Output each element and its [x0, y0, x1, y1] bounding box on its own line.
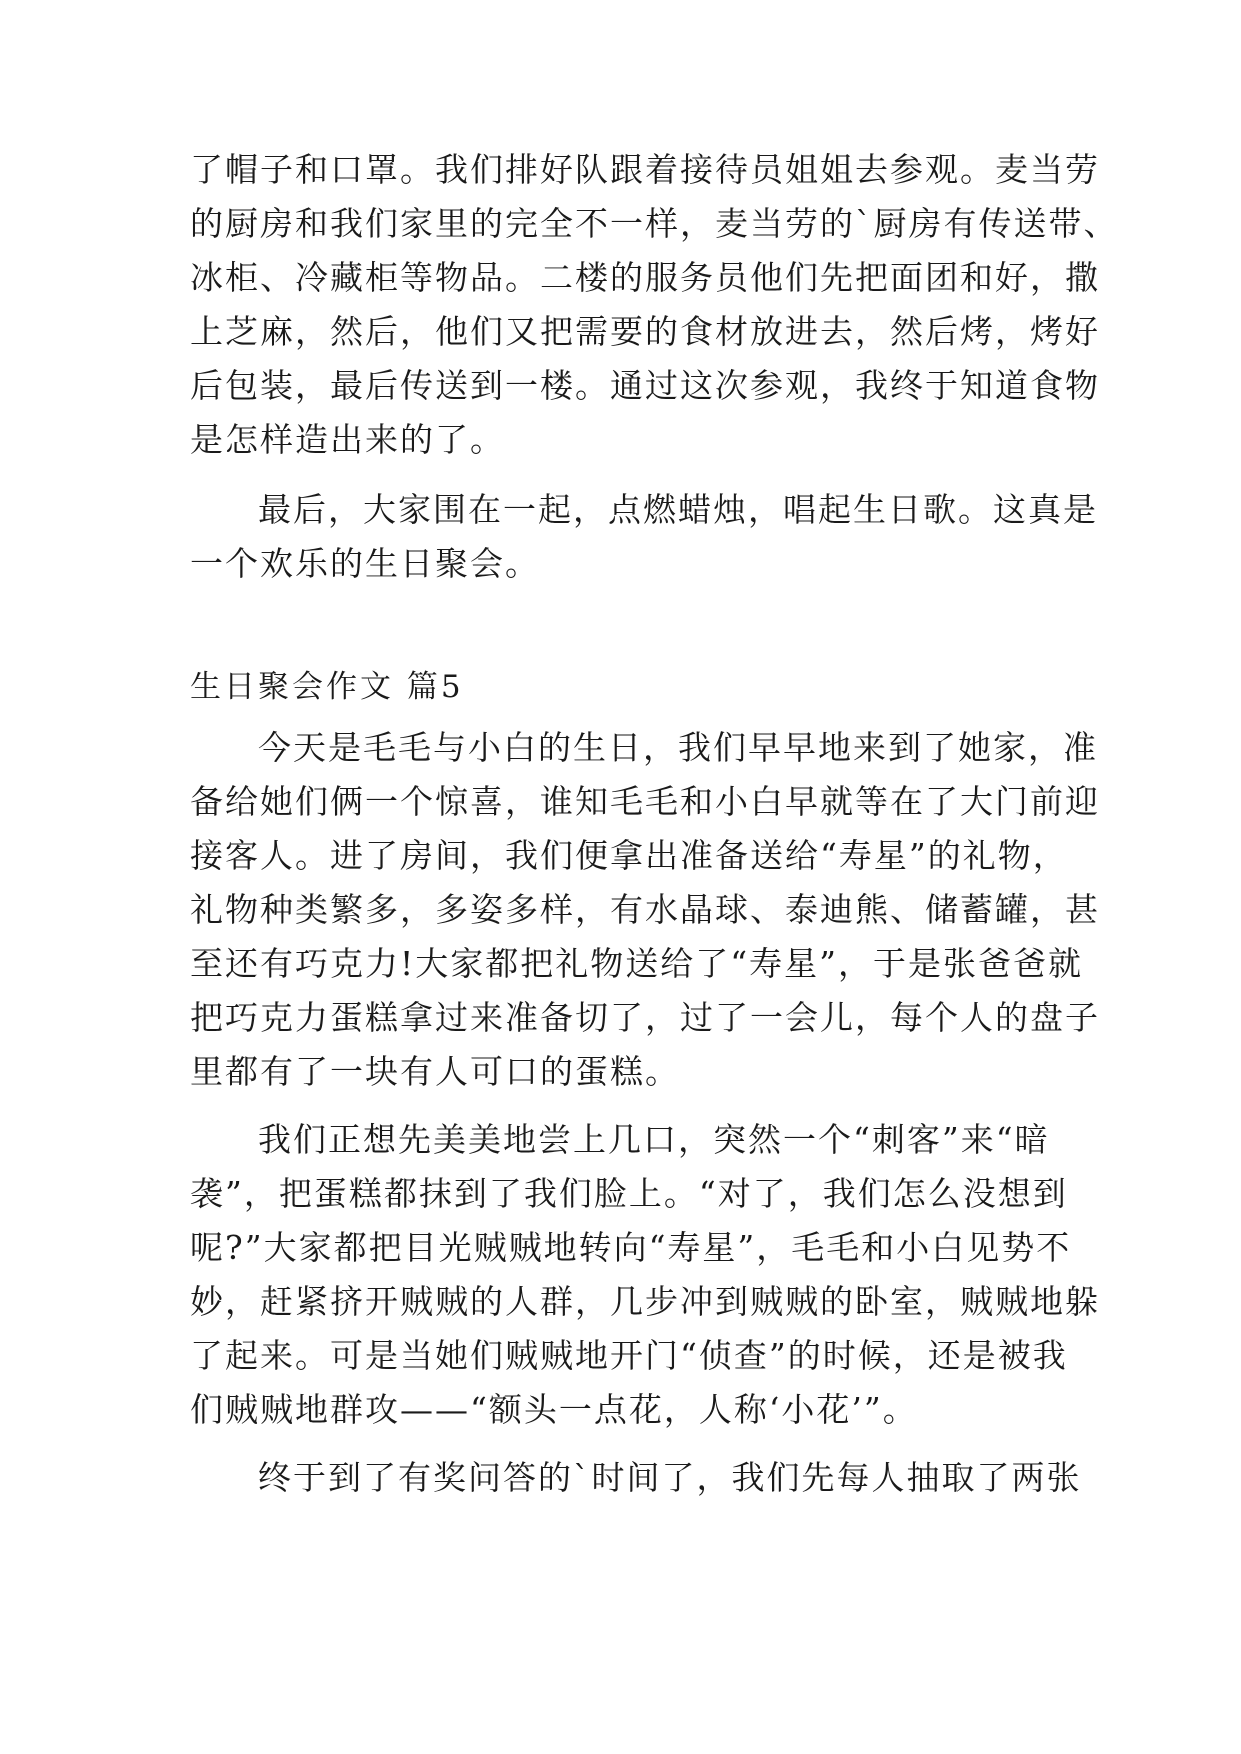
text-line: 袭”，把蛋糕都抹到了我们脸上。“对了，我们怎么没想到	[190, 1174, 1068, 1213]
text-line: 们贼贼地群攻——“额头一点花，人称‘小花’”。	[190, 1390, 918, 1429]
text-line: 了帽子和口罩。我们排好队跟着接待员姐姐去参观。麦当劳	[190, 150, 1100, 189]
text-line: 今天是毛毛与小白的生日，我们早早地来到了她家，准	[258, 728, 1098, 767]
text-line: 了起来。可是当她们贼贼地开门“侦查”的时候，还是被我	[190, 1336, 1068, 1375]
text-line: 一个欢乐的生日聚会。	[190, 544, 540, 583]
text-line: 至还有巧克力!大家都把礼物送给了“寿星”，于是张爸爸就	[190, 944, 1084, 983]
section-heading: 生日聚会作文 篇5	[190, 669, 464, 705]
text-line: 把巧克力蛋糕拿过来准备切了，过了一会儿，每个人的盘子	[190, 998, 1100, 1037]
text-line: 冰柜、冷藏柜等物品。二楼的服务员他们先把面团和好，撒	[190, 258, 1100, 297]
text-line: 里都有了一块有人可口的蛋糕。	[190, 1052, 680, 1091]
text-line: 呢?”大家都把目光贼贼地转向“寿星”，毛毛和小白见势不	[190, 1228, 1072, 1267]
text-line: 礼物种类繁多，多姿多样，有水晶球、泰迪熊、储蓄罐，甚	[190, 890, 1100, 929]
text-line: 最后，大家围在一起，点燃蜡烛，唱起生日歌。这真是	[258, 490, 1098, 529]
text-line: 的厨房和我们家里的完全不一样，麦当劳的`厨房有传送带、	[190, 204, 1119, 243]
text-line: 后包装，最后传送到一楼。通过这次参观，我终于知道食物	[190, 366, 1100, 405]
text-line: 备给她们俩一个惊喜，谁知毛毛和小白早就等在了大门前迎	[190, 782, 1100, 821]
text-line: 是怎样造出来的了。	[190, 420, 505, 459]
text-line: 终于到了有奖问答的`时间了，我们先每人抽取了两张	[258, 1458, 1082, 1497]
text-line: 接客人。进了房间，我们便拿出准备送给“寿星”的礼物，	[190, 836, 1068, 875]
text-line: 我们正想先美美地尝上几口，突然一个“刺客”来“暗	[258, 1120, 1050, 1159]
text-line: 上芝麻，然后，他们又把需要的食材放进去，然后烤，烤好	[190, 312, 1100, 351]
text-line: 妙，赶紧挤开贼贼的人群，几步冲到贼贼的卧室，贼贼地躲	[190, 1282, 1100, 1321]
